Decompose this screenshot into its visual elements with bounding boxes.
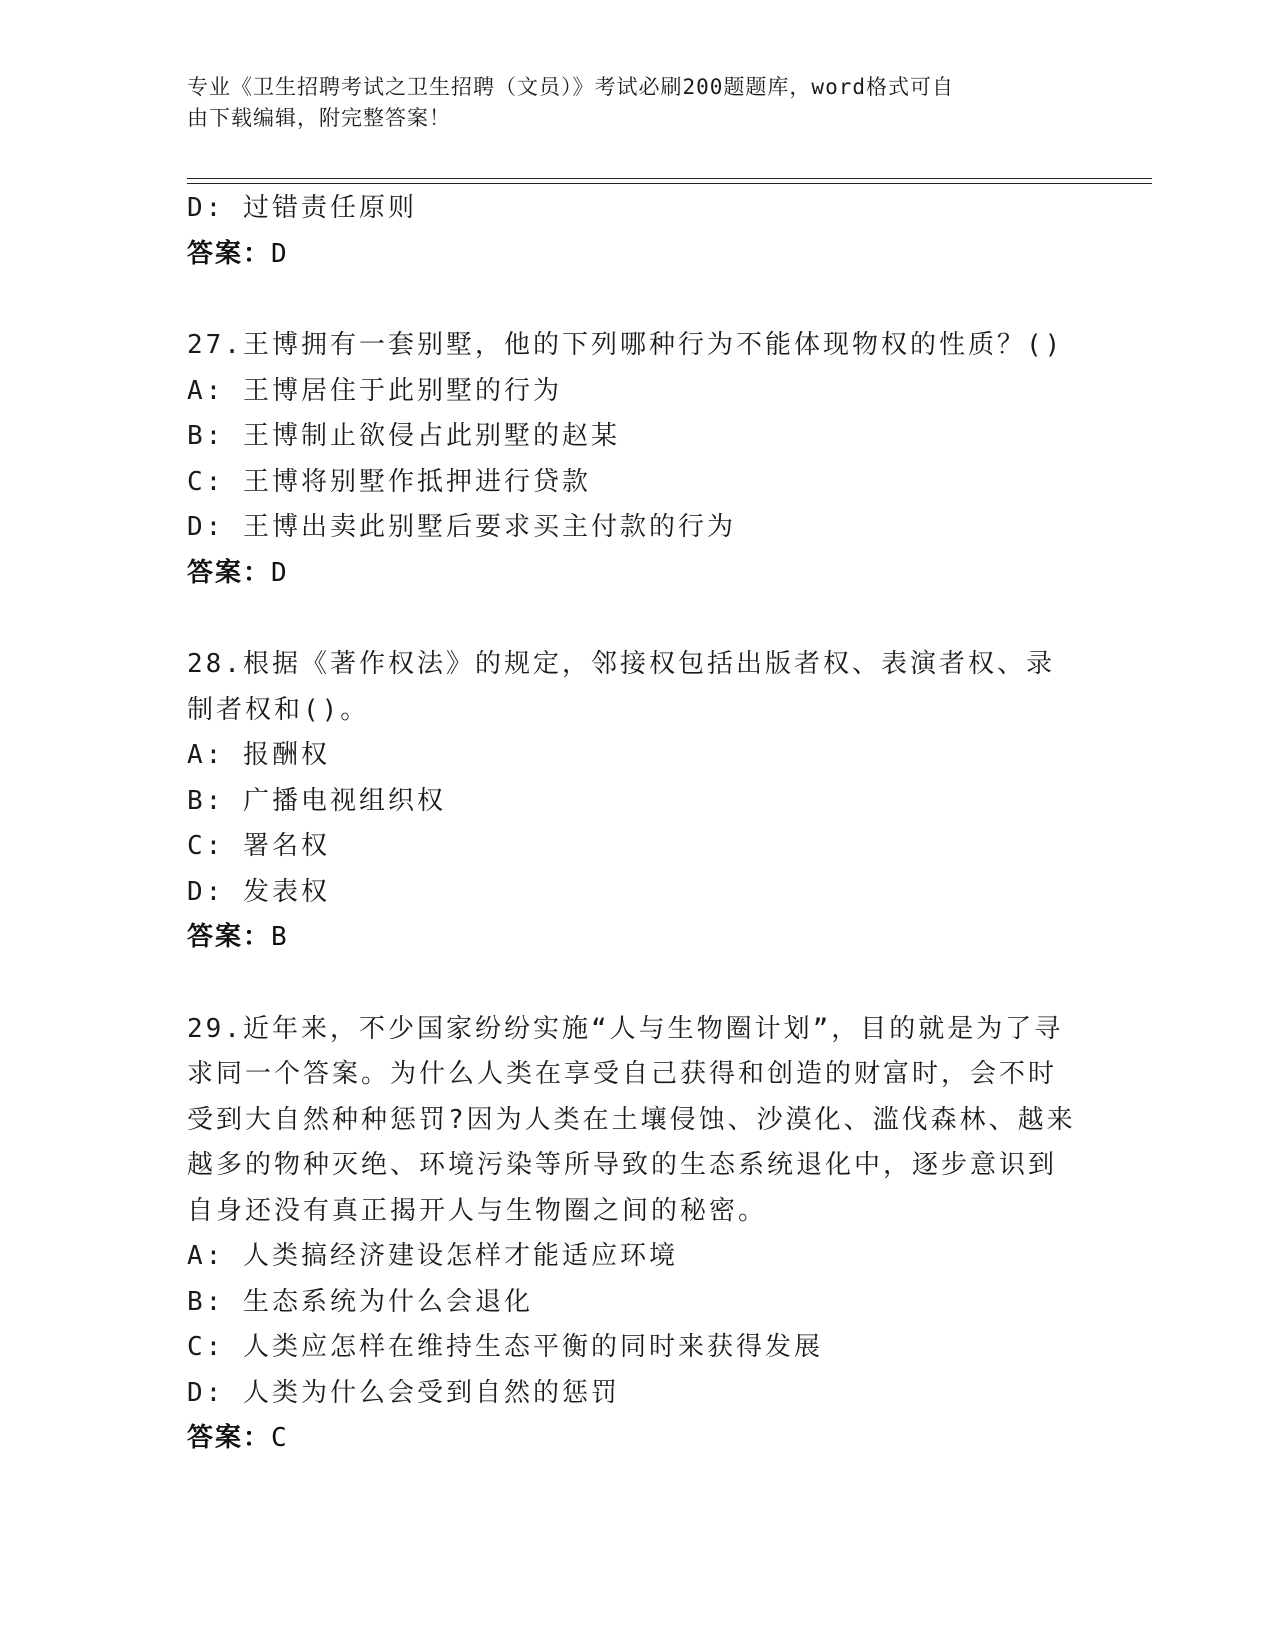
answer-label: 答案： [187, 238, 272, 269]
answer-value: D [271, 238, 289, 269]
option-c: C: 王博将别墅作抵押进行贷款 [187, 466, 591, 497]
option-a: A: 人类搞经济建设怎样才能适应环境 [187, 1241, 678, 1271]
answer-label: 答案： [187, 557, 272, 588]
header-title-line-2: 由下载编辑，附完整答案！ [187, 106, 451, 130]
header-title-line-1: 专业《卫生招聘考试之卫生招聘（文员）》考试必刷200题题库，word格式可自 [187, 75, 954, 99]
header-divider-thick [187, 183, 1152, 184]
question-stem: 27.王博拥有一套别墅，他的下列哪种行为不能体现物权的性质？() [187, 330, 1064, 360]
previous-question-tail [187, 186, 1087, 277]
answer-label: 答案： [187, 922, 272, 952]
option-b: B: 王博制止欲侵占此别墅的赵某 [187, 421, 620, 451]
answer-line [187, 551, 1087, 597]
answer-value: D [271, 557, 289, 588]
question-spacer [187, 596, 1087, 642]
question-spacer [187, 961, 1087, 1007]
question-stem: 29.近年来，不少国家纷纷实施“人与生物圈计划”，目的就是为了寻求同一个答案。为什么人类在享受自己获得和创造的财富时，会不时受到大自然种种惩罚?因为人类在土壤侵蚀、沙漠化、滥伐森林、越来越多的物种灭绝、环境污染等所导致的生态系统退化中，逐步意识到自身还没有真正揭开人与生物圈之间的秘密。 [187, 1013, 1076, 1226]
document-header [187, 72, 1067, 134]
option-b: B: 广播电视组织权 [187, 785, 446, 816]
question-29 [187, 1007, 1087, 1462]
option-c: C: 人类应怎样在维持生态平衡的同时来获得发展 [187, 1332, 823, 1362]
option-d: D: 人类为什么会受到自然的惩罚 [187, 1377, 620, 1408]
question-stem: 28.根据《著作权法》的规定，邻接权包括出版者权、表演者权、录制者权和()。 [187, 649, 1055, 725]
option-d: D: 王博出卖此别墅后要求买主付款的行为 [187, 512, 736, 542]
question-spacer [187, 277, 1087, 323]
option-d: D: 发表权 [187, 876, 330, 907]
option-b: B: 生态系统为什么会退化 [187, 1286, 533, 1317]
answer-line [187, 915, 1087, 961]
answer-line [187, 1416, 1087, 1462]
option-a: A: 王博居住于此别墅的行为 [187, 375, 562, 406]
question-28 [187, 642, 1087, 961]
header-divider-thin [187, 178, 1152, 179]
option-c: C: 署名权 [187, 831, 330, 861]
question-list [187, 186, 1087, 1462]
answer-value: C [271, 1423, 289, 1453]
option-a: A: 报酬权 [187, 740, 330, 770]
question-27 [187, 323, 1087, 596]
answer-label: 答案： [187, 1423, 272, 1453]
option-d: D: 过错责任原则 [187, 193, 417, 223]
answer-line [187, 232, 1087, 278]
answer-value: B [271, 922, 289, 952]
